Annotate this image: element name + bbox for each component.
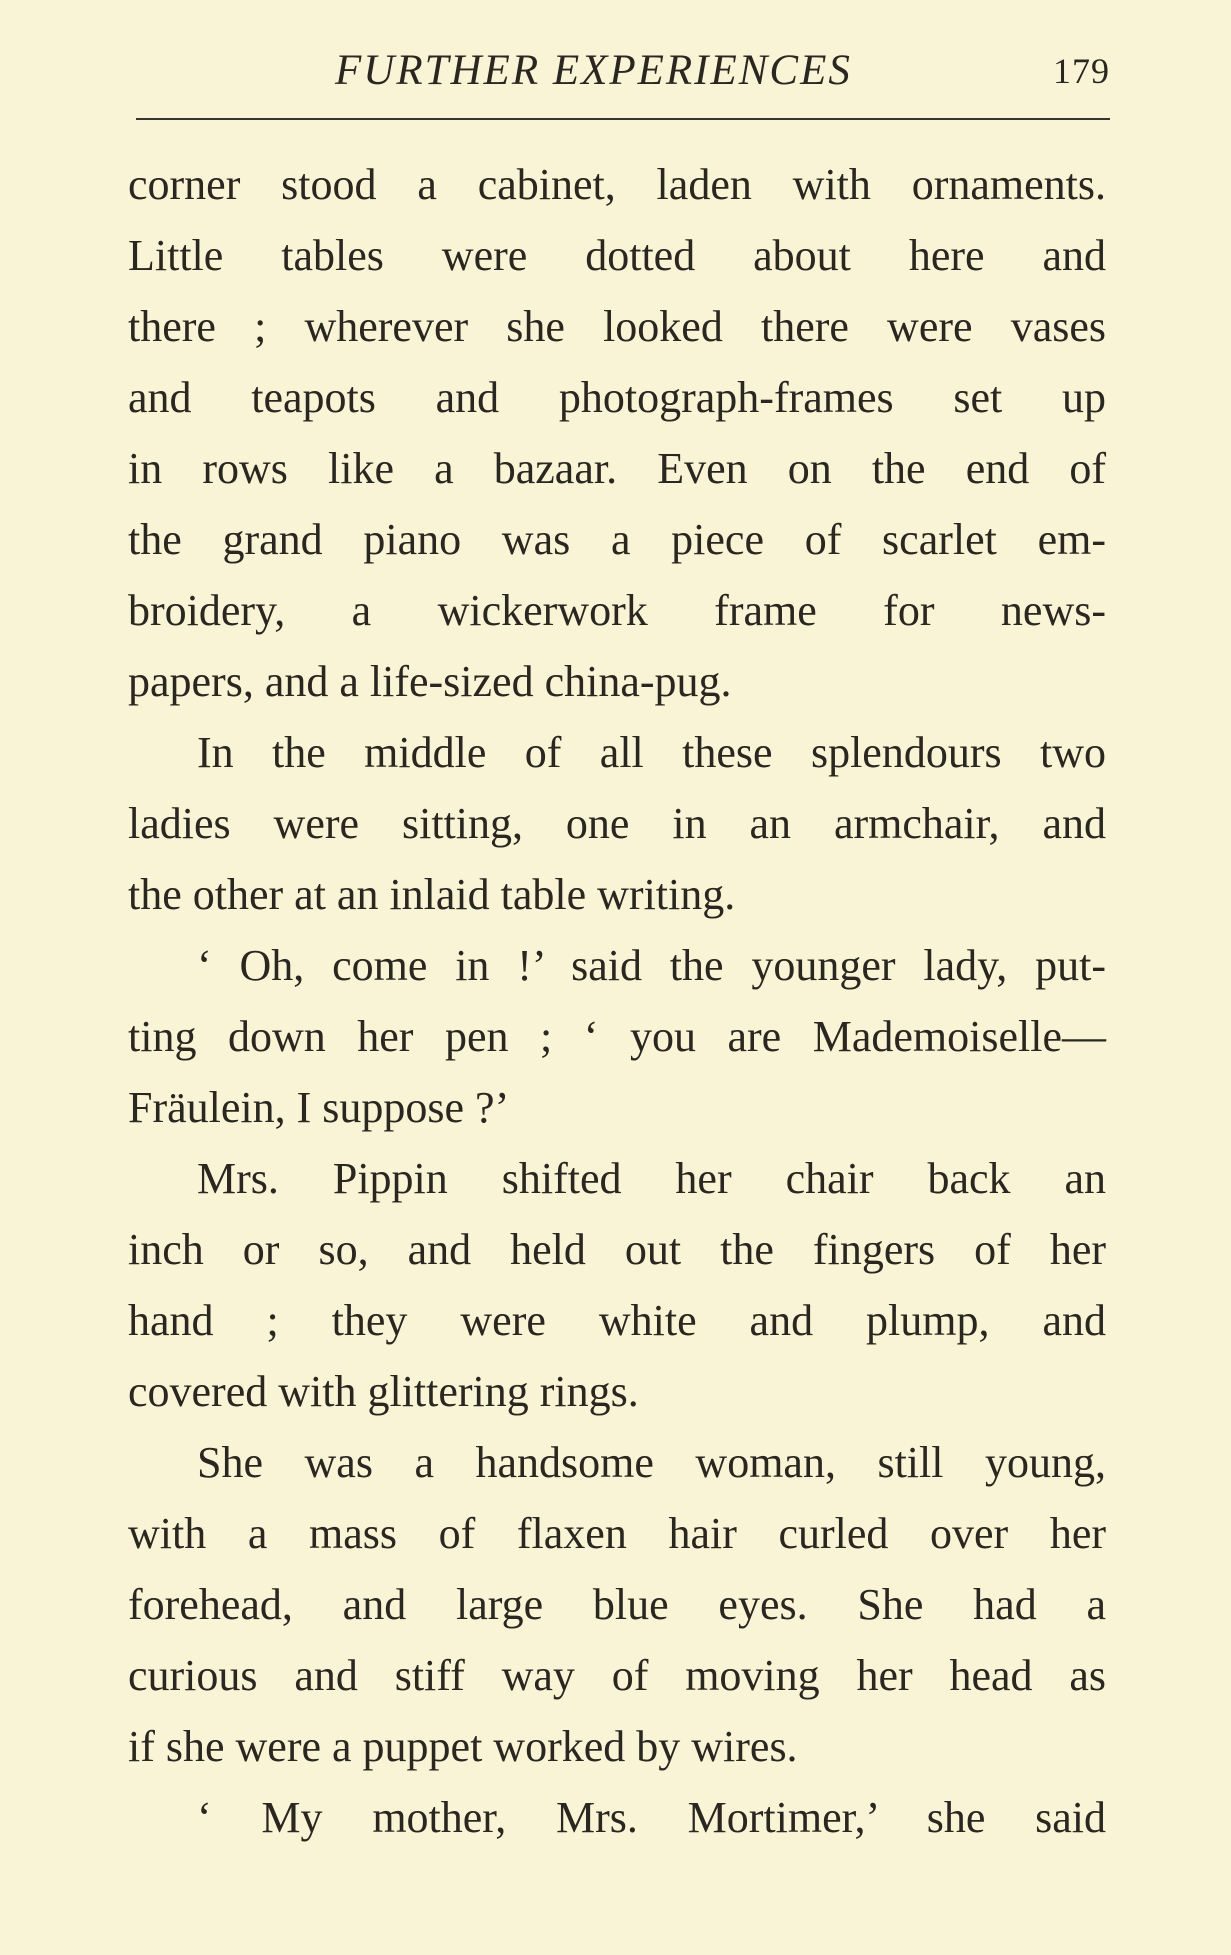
- text-line: hand ; they were white and plump, and: [128, 1296, 1106, 1345]
- text-line: ‘ My mother, Mrs. Mortimer,’ she said: [197, 1793, 1106, 1842]
- body-text: [128, 149, 1106, 1853]
- header-rule: [136, 118, 1110, 120]
- text-line: ting down her pen ; ‘ you are Mademoiselle—: [128, 1012, 1106, 1061]
- chapter-title: FURTHER EXPERIENCES: [335, 47, 852, 94]
- text-line: Mrs. Pippin shifted her chair back an: [197, 1154, 1106, 1203]
- text-line: broidery, a wickerwork frame for news-: [128, 586, 1106, 635]
- text-line: forehead, and large blue eyes. She had a: [128, 1580, 1106, 1629]
- text-line: there ; wherever she looked there were vases: [128, 302, 1106, 351]
- text-line: in rows like a bazaar. Even on the end of: [128, 444, 1106, 493]
- text-line: and teapots and photograph-frames set up: [128, 373, 1106, 422]
- text-line: the other at an inlaid table writing.: [128, 870, 736, 919]
- text-line: In the middle of all these splendours two: [197, 728, 1106, 777]
- text-line: Little tables were dotted about here and: [128, 231, 1106, 280]
- text-line: ‘ Oh, come in !’ said the younger lady, put-: [197, 941, 1106, 990]
- text-line: with a mass of flaxen hair curled over her: [128, 1509, 1106, 1558]
- text-line: She was a handsome woman, still young,: [197, 1438, 1106, 1487]
- text-line: papers, and a life-sized china-pug.: [128, 657, 732, 706]
- page-number: 179: [1053, 51, 1110, 91]
- text-line: covered with glittering rings.: [128, 1367, 639, 1416]
- running-header: [130, 42, 1110, 102]
- text-line: inch or so, and held out the fingers of her: [128, 1225, 1106, 1274]
- text-line: the grand piano was a piece of scarlet em-: [128, 515, 1106, 564]
- text-line: if she were a puppet worked by wires.: [128, 1722, 798, 1771]
- text-line: corner stood a cabinet, laden with ornaments.: [128, 160, 1106, 209]
- text-line: ladies were sitting, one in an armchair, and: [128, 799, 1106, 848]
- text-line: curious and stiff way of moving her head as: [128, 1651, 1106, 1700]
- text-line: Fräulein, I suppose ?’: [128, 1083, 510, 1132]
